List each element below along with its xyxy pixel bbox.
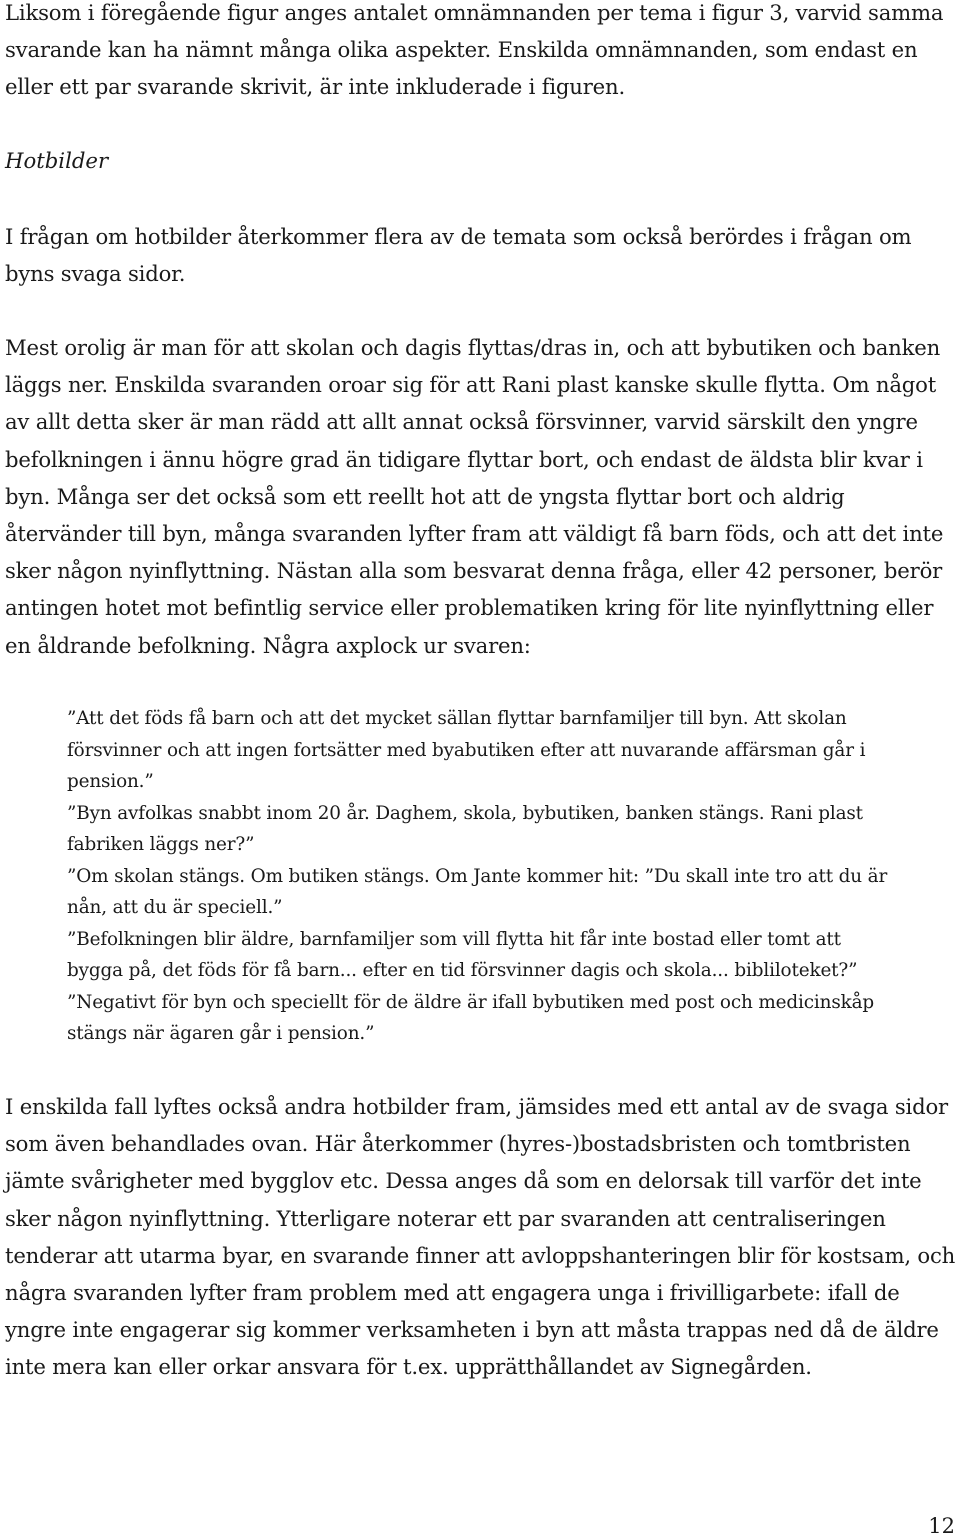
other-threats-paragraph: I enskilda fall lyftes också andra hotbilder fram, jämsides med ett antal av de svaga sidor som även behandlades ovan. Här återkommer (hyres-)bostadsbristen och tomtbristen jämte svårigheter med bygglov etc. Dessa anges då som en delorsak till varför det inte sker någon nyinflyttning. Ytterligare noterar ett par svaranden att centraliseringen tenderar att utarma byar, en svarande finner att avloppshanteringen blir för kostsam, och några svaranden lyfter fram problem med att engagera unga i frivilligarbete: ifall de yngre inte engagerar sig kommer verksamheten i byn att måsta trappas ned då de äldre inte mera kan eller orkar ansvara för t.ex. upprätthållandet av Signegården. bbox=[5, 1094, 956, 1380]
quote-list bbox=[67, 703, 897, 1050]
page-number: 12 bbox=[928, 1514, 955, 1538]
worries-paragraph: Mest orolig är man för att skolan och dagis flyttas/dras in, och att bybutiken och banken läggs ner. Enskilda svaranden oroar sig för att Rani plast kanske skulle flytta. Om något av allt detta sker är man rädd att allt annat också försvinner, varvid särskilt den yngre befolkningen i ännu högre grad än tidigare flyttar bort, och endast de äldsta blir kvar i byn. Många ser det också som ett reellt hot att de yngsta flyttar bort och aldrig återvänder till byn, många svaranden lyfter fram att väldigt få barn föds, och att det inte sker någon nyinflyttning. Nästan alla som besvarat denna fråga, eller 42 personer, berör antingen hotet mot befintlig service eller problematiken kring för lite nyinflyttning eller en åldrande befolkning. Några axplock ur svaren: bbox=[5, 335, 944, 658]
section-heading: Hotbilder bbox=[5, 148, 109, 173]
intro-paragraph: Liksom i föregående figur anges antalet omnämnanden per tema i figur 3, varvid samma svarande kan ha nämnt många olika aspekter. Enskilda omnämnanden, som endast en eller ett par svarande skrivit, är inte inkluderade i figuren. bbox=[5, 0, 944, 100]
quote-item: ”Befolkningen blir äldre, barnfamiljer som vill flytta hit får inte bostad eller tomt att bygga på, det föds för få barn... efter en tid försvinner dagis och skola... bibliloteket?” bbox=[67, 928, 858, 981]
hotbilder-paragraph: I frågan om hotbilder återkommer flera av de temata som också berördes i frågan om byns svaga sidor. bbox=[5, 224, 912, 287]
quote-item: ”Negativt för byn och speciellt för de äldre är ifall bybutiken med post och medicinskåp stängs när ägaren går i pension.” bbox=[67, 991, 875, 1044]
quote-item: ”Att det föds få barn och att det mycket sällan flyttar barnfamiljer till byn. Att skolan försvinner och att ingen fortsätter med byabutiken efter att nuvarande affärsman går i pension.” bbox=[67, 708, 866, 792]
quote-item: ”Byn avfolkas snabbt inom 20 år. Daghem, skola, bybutiken, banken stängs. Rani plast fabriken läggs ner?” bbox=[67, 802, 863, 855]
quote-item: ”Om skolan stängs. Om butiken stängs. Om Jante kommer hit: ”Du skall inte tro att du är nån, att du är speciell.” bbox=[67, 865, 888, 918]
